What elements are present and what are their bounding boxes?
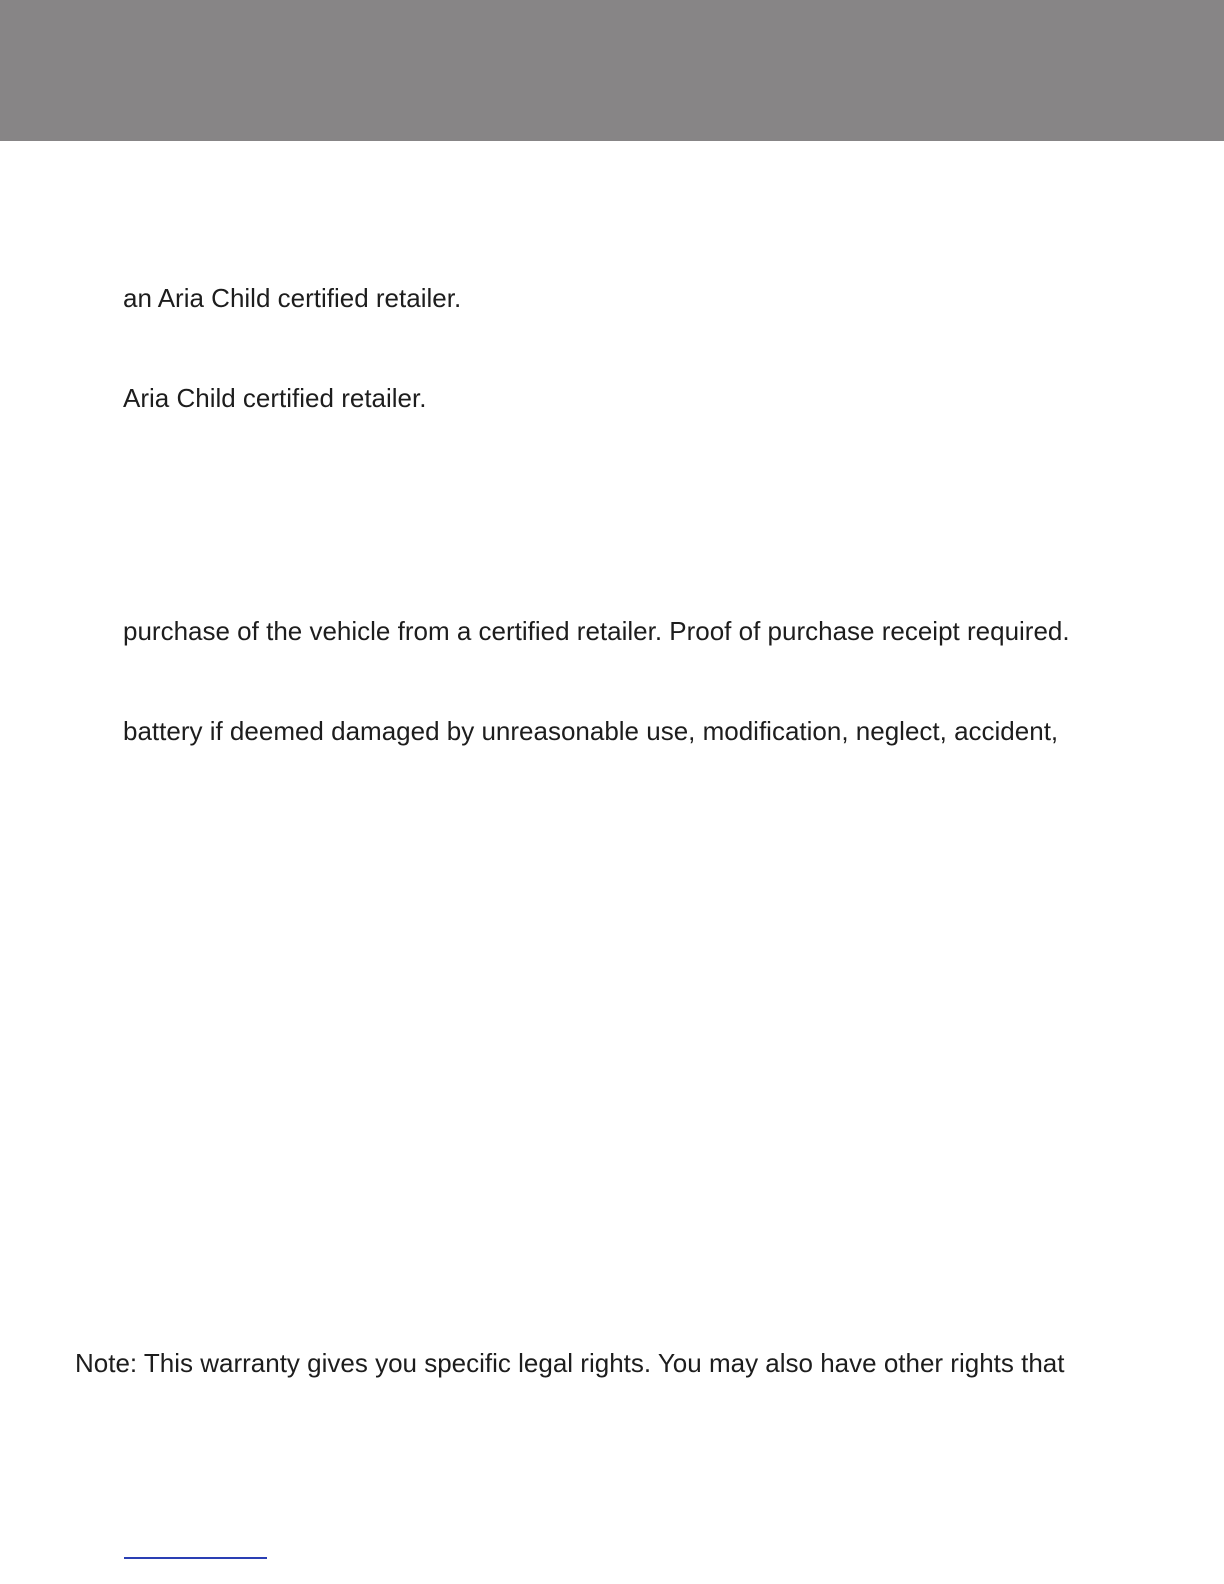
text-line-1: an Aria Child certified retailer. [123, 283, 462, 313]
warranty-note: Note: This warranty gives you specific legal rights. You may also have other rights that [75, 1348, 1065, 1378]
text-line-4: battery if deemed damaged by unreasonable use, modification, neglect, accident, [123, 716, 1059, 746]
text-line-2: Aria Child certified retailer. [123, 383, 427, 413]
text-line-3: purchase of the vehicle from a certified retailer. Proof of purchase receipt required. [123, 616, 1070, 646]
link-underline[interactable] [124, 1557, 267, 1559]
header-bar [0, 0, 1224, 141]
